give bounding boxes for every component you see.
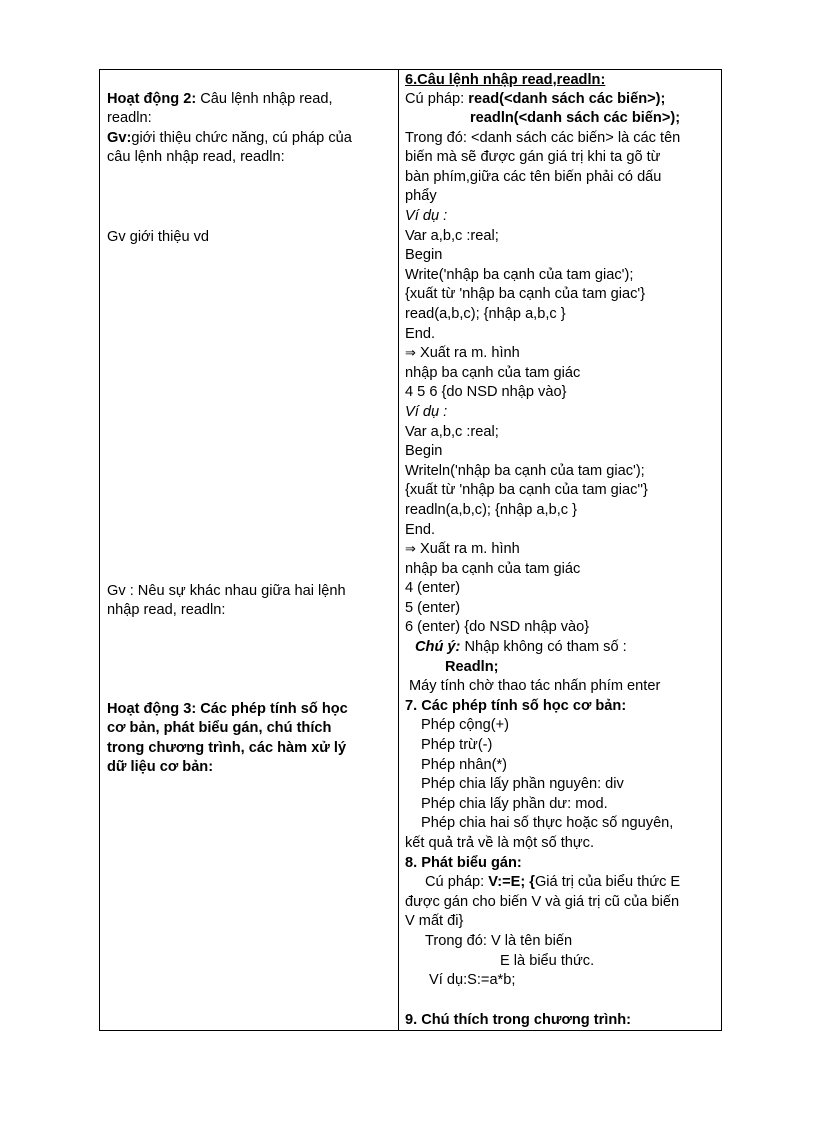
syntax-read — [405, 90, 665, 109]
activity-3-line1: Hoạt động 3: Các phép tính số học — [107, 701, 348, 717]
op-sub: Phép trừ(-) — [421, 737, 493, 753]
assign-where-line1: Trong đó: V là tên biến — [425, 933, 573, 949]
activity-2-label: Hoạt động 2: — [107, 91, 197, 107]
note-line — [415, 638, 627, 657]
assign-syntax-label: Cú pháp: — [425, 874, 489, 890]
syntax-label: Cú pháp: — [405, 91, 469, 107]
note-text: Nhập không có tham số : — [460, 639, 627, 655]
gv-difference-line1: Gv : Nêu sự khác nhau giữa hai lệnh — [107, 583, 346, 599]
example-1-output-3: 4 5 6 {do NSD nhập vào} — [405, 384, 567, 400]
example-2-code-1: Var a,b,c :real; — [405, 424, 499, 440]
implies-arrow-icon: ⇒ — [405, 542, 416, 557]
example-1-code-1: Var a,b,c :real; — [405, 228, 499, 244]
teacher-activities-column — [100, 70, 399, 1031]
gv-example-note: Gv giới thiệu vd — [107, 229, 210, 245]
assign-desc-text: Giá trị của biểu thức E — [534, 874, 681, 890]
activity-3-line4: dữ liệu cơ bản: — [107, 759, 214, 775]
example-2-output-4: 5 (enter) — [405, 600, 461, 616]
op-add: Phép cộng(+) — [421, 717, 510, 733]
where-line3: bàn phím,giữa các tên biến phải có dấu — [405, 169, 662, 185]
example-2-output-text: Xuất ra m. hình — [415, 541, 520, 557]
op-div: Phép chia lấy phần nguyên: div — [421, 776, 624, 792]
example-1-label: Ví dụ : — [405, 208, 448, 224]
example-1-code-6: End. — [405, 326, 436, 342]
note-readln: Readln; — [445, 659, 499, 675]
section-7-heading: 7. Các phép tính số học cơ bản: — [405, 698, 627, 714]
example-1-output-text: Xuất ra m. hình — [415, 345, 520, 361]
op-real-line1: Phép chia hai số thực hoặc số nguyên, — [421, 815, 674, 831]
assign-desc-line3: V mất đi} — [405, 913, 464, 929]
section-6-heading: 6.Câu lệnh nhập read,readln: — [405, 72, 606, 88]
assign-where-line2: E là biểu thức. — [500, 953, 595, 969]
activity-3-line2: cơ bản, phát biểu gán, chú thích — [107, 720, 332, 736]
assign-syntax-line — [425, 873, 680, 892]
activity-2-text: Câu lệnh nhập read, — [196, 91, 333, 107]
activity-3-line3: trong chương trình, các hàm xử lý — [107, 740, 347, 756]
example-2-output-3: 4 (enter) — [405, 580, 461, 596]
assign-syntax-code: V:=E; { — [488, 874, 535, 890]
example-1-code-4: {xuất từ 'nhập ba cạnh của tam giac'} — [405, 286, 646, 302]
assign-example: Ví dụ:S:=a*b; — [429, 972, 516, 988]
gv-intro-line2: câu lệnh nhập read, readln: — [107, 149, 285, 165]
example-2-code-5: readln(a,b,c); {nhập a,b,c } — [405, 502, 577, 518]
op-mul: Phép nhân(*) — [421, 757, 508, 773]
example-2-code-6: End. — [405, 522, 436, 538]
op-real-line2: kết quả trả về là một số thực. — [405, 835, 595, 851]
note-wait: Máy tính chờ thao tác nhấn phím enter — [409, 678, 661, 694]
content-column — [399, 70, 722, 1031]
example-1-output-2: nhập ba cạnh của tam giác — [405, 365, 581, 381]
example-2-code-2: Begin — [405, 443, 443, 459]
example-2-label: Ví dụ : — [405, 404, 448, 420]
example-2-code-3: Writeln('nhập ba cạnh của tam giac'); — [405, 463, 645, 479]
lesson-table — [99, 69, 722, 1031]
gv-intro-text: giới thiệu chức năng, cú pháp của — [131, 130, 352, 146]
gv-difference-line2: nhập read, readln: — [107, 602, 226, 618]
implies-arrow-icon: ⇒ — [405, 346, 416, 361]
where-line2: biến mà sẽ được gán giá trị khi ta gõ từ — [405, 149, 661, 165]
section-9-heading: 9. Chú thích trong chương trình: — [405, 1012, 632, 1028]
syntax-readln: readln(<danh sách các biến>); — [470, 110, 681, 126]
section-8-heading: 8. Phát biểu gán: — [405, 855, 522, 871]
op-mod: Phép chia lấy phần dư: mod. — [421, 796, 608, 812]
assign-desc-line2: được gán cho biến V và giá trị cũ của biến — [405, 894, 680, 910]
syntax-read-code: read(<danh sách các biến>); — [468, 91, 666, 107]
note-label: Chú ý: — [415, 639, 461, 655]
table-row — [100, 70, 722, 1031]
example-2-output-1 — [405, 540, 520, 559]
example-2-output-5: 6 (enter) {do NSD nhập vào} — [405, 619, 590, 635]
example-1-code-3: Write('nhập ba cạnh của tam giac'); — [405, 267, 634, 283]
activity-2-heading — [107, 90, 333, 109]
activity-2-line2: readln: — [107, 110, 152, 126]
example-2-code-4: {xuất từ 'nhập ba cạnh của tam giac''} — [405, 482, 648, 498]
where-line1: Trong đó: <danh sách các biến> là các tên — [405, 130, 681, 146]
example-1-output-1 — [405, 344, 520, 363]
example-1-code-5: read(a,b,c); {nhập a,b,c } — [405, 306, 566, 322]
where-line4: phẩy — [405, 188, 437, 204]
example-1-code-2: Begin — [405, 247, 443, 263]
gv-label: Gv: — [107, 130, 132, 146]
example-2-output-2: nhập ba cạnh của tam giác — [405, 561, 581, 577]
gv-intro-line1 — [107, 129, 352, 148]
